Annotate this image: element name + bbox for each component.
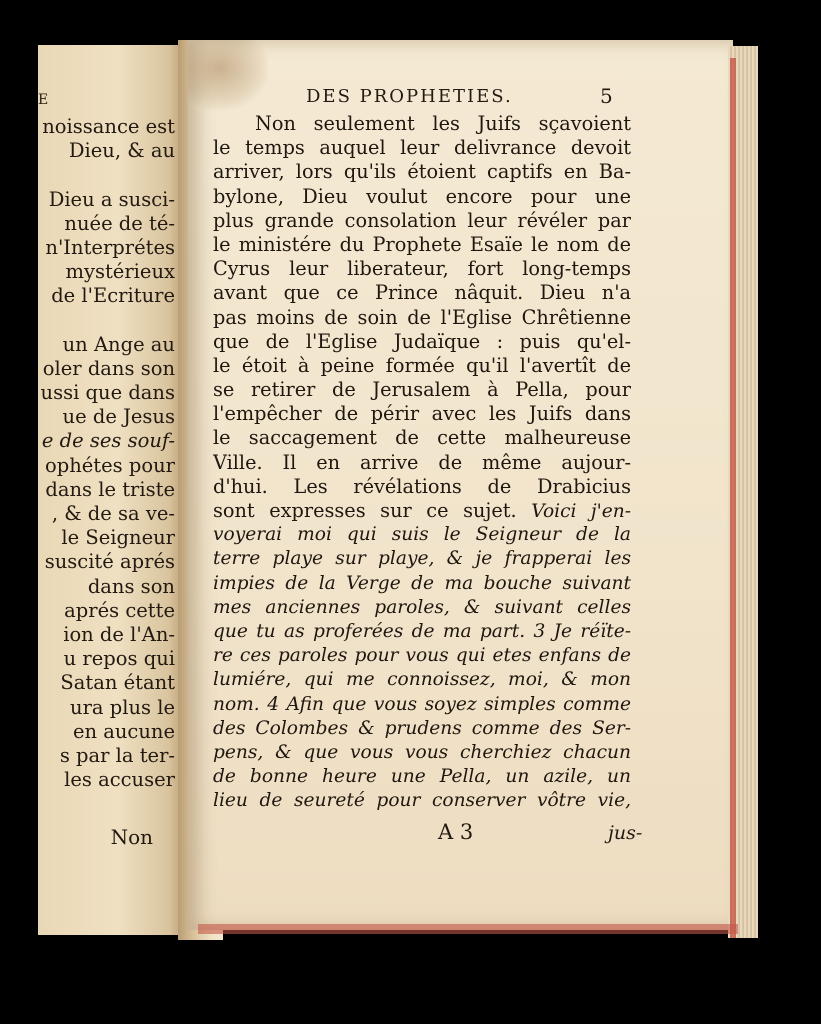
text-line: que tu as proferées de ma part. 3 Je réïte-: [213, 620, 631, 642]
text-line: impies de la Verge de ma bouche suivant: [213, 572, 631, 594]
bottom-page-edge: [198, 924, 738, 934]
left-text-line: en aucune: [72, 719, 175, 743]
text-line: nom. 4 Afin que vous soyez simples comme: [213, 693, 631, 715]
left-text-line: Satan étant: [60, 671, 175, 695]
text-line: re ces paroles pour vous qui etes enfans de: [213, 645, 631, 667]
open-book: [38, 40, 758, 940]
left-text-line: ue de Jesus: [62, 405, 175, 429]
text-line: de bonne heure une Pella, un azile, un: [213, 766, 631, 788]
left-text-line: Dieu a susci-: [48, 187, 175, 211]
left-text-line: ion de l'An-: [63, 622, 175, 646]
left-catchword: Non: [110, 825, 153, 849]
text-line: voyerai moi qui suis le Seigneur de la: [213, 524, 631, 546]
text-line: [213, 499, 631, 523]
text-line: Non seulement les Juifs sçavoient: [255, 112, 631, 135]
left-text-line: , & de sa ve-: [51, 502, 175, 525]
text-line: mes anciennes paroles, & suivant celles: [213, 596, 631, 618]
left-text-line: nuée de té-: [64, 211, 175, 235]
text-line: Ville. Il en arrive de même aujour-: [213, 450, 631, 474]
text-line: le saccagement de cette malheureuse: [213, 426, 631, 450]
text-line: lieu de seureté pour conserver vôtre vie,: [213, 790, 631, 812]
signature-mark: A 3: [438, 820, 474, 844]
running-title: DES PROPHETIES.: [306, 86, 513, 107]
left-text-line: u repos qui: [63, 647, 175, 671]
left-text-line: Dieu, & au: [68, 139, 175, 163]
paper-stain: [188, 40, 268, 110]
left-text-line: ophétes pour: [44, 453, 175, 477]
text-line: Cyrus leur liberateur, fort long-temps: [213, 257, 631, 281]
text-line: terre playe sur playe, & je frapperai les: [213, 548, 631, 570]
text-line: le temps auquel leur delivrance devoit: [213, 136, 631, 160]
text-line: d'hui. Les révélations de Drabicius: [213, 474, 631, 498]
text-line: avant que ce Prince nâquit. Dieu n'a: [213, 281, 631, 305]
left-text-line: aprés cette: [64, 598, 175, 622]
text-line: le ministére du Prophete Esaïe le nom de: [213, 232, 631, 256]
left-text-line: [38, 163, 175, 187]
right-text-block: [213, 112, 631, 813]
red-page-edge: [730, 58, 736, 938]
text-line: bylone, Dieu voulut encore pour une: [213, 184, 631, 208]
left-text-line: n'Interprétes: [45, 235, 175, 259]
right-catchword: jus-: [608, 822, 643, 844]
left-text-line: un Ange au: [62, 332, 175, 356]
text-line: l'empêcher de périr avec les Juifs dans: [213, 402, 631, 426]
left-text-line: suscité aprés: [44, 550, 175, 574]
text-line-roman: sont expresses sur ce sujet.: [213, 499, 517, 522]
left-text-line: dans le triste: [45, 477, 175, 501]
left-text-block: [38, 115, 183, 792]
left-text-line: mystérieux: [65, 260, 175, 284]
left-text-line: ussi que dans: [40, 381, 175, 405]
left-text-line: les accuser: [64, 768, 175, 792]
text-line: se retirer de Jerusalem à Pella, pour: [213, 378, 631, 402]
text-line: lumiére, qui me connoissez, moi, & mon: [213, 669, 631, 691]
text-line-italic: Voici j'en-: [531, 501, 631, 522]
left-page: [38, 45, 183, 935]
left-text-line: s par la ter-: [59, 743, 175, 767]
text-line: que de l'Eglise Judaïque : puis qu'el-: [213, 329, 631, 353]
left-text-line: de l'Ecriture: [51, 284, 175, 308]
left-running-title: E: [38, 92, 51, 108]
left-text-line: dans son: [87, 574, 175, 598]
left-text-line: e de ses souf-: [41, 429, 175, 453]
left-text-line: oler dans son: [42, 356, 175, 380]
page-number: 5: [600, 84, 613, 108]
left-text-line: [38, 309, 175, 333]
left-text-line: le Seigneur: [61, 526, 175, 550]
left-text-line: noissance est: [42, 115, 175, 138]
text-line: arriver, lors qu'ils étoient captifs en Ba-: [213, 160, 631, 184]
text-line: des Colombes & prudens comme des Ser-: [213, 717, 631, 739]
text-line: le étoit à peine formée qu'il l'avertît de: [213, 353, 631, 377]
text-line: pens, & que vous vous cherchiez chacun: [213, 741, 631, 763]
text-line: plus grande consolation leur révéler par: [213, 208, 631, 232]
left-text-line: ura plus le: [70, 695, 175, 719]
text-line: pas moins de soin de l'Eglise Chrêtienne: [213, 305, 631, 329]
